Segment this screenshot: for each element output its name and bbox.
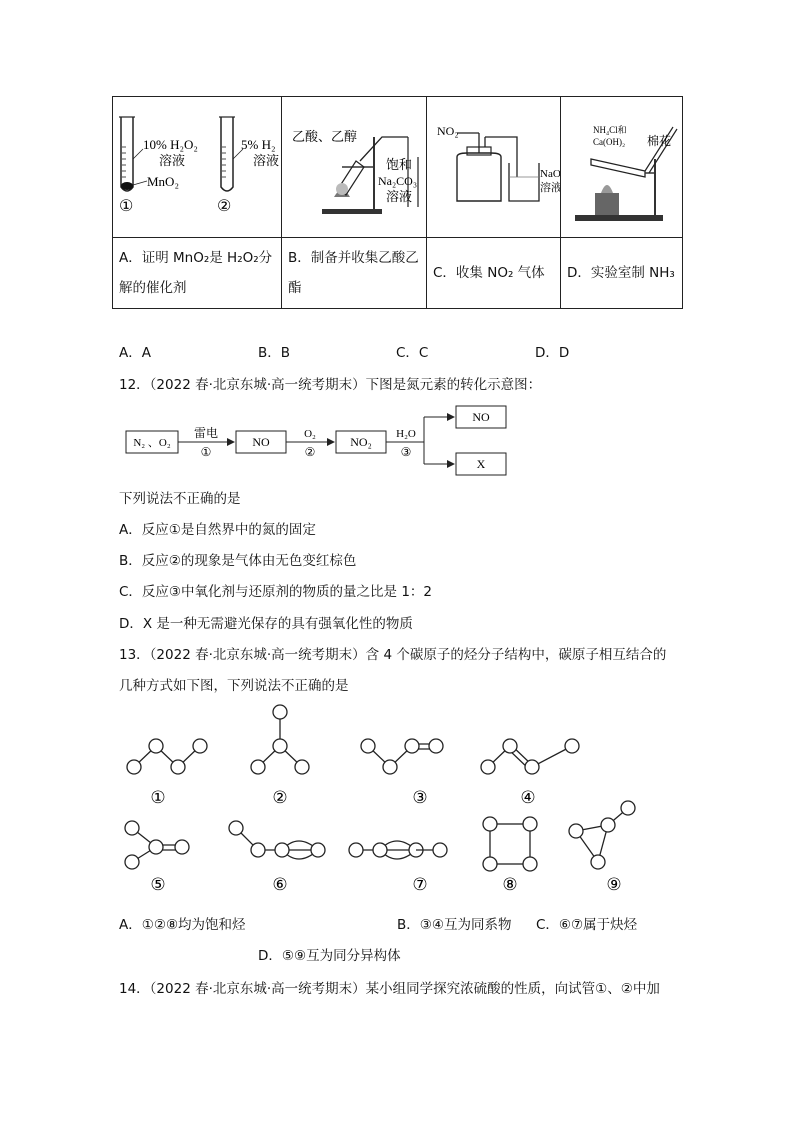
label-structure-1: ① — [150, 788, 166, 807]
structure-7 — [349, 841, 447, 859]
label-saturated: 饱和 — [386, 157, 413, 172]
q12-option-b[interactable]: B．反应②的现象是气体由无色变红棕色 — [119, 553, 357, 569]
test-tubes-diagram — [113, 97, 281, 233]
structure-1 — [127, 739, 207, 774]
structure-5 — [125, 821, 189, 869]
label-solution-c: 溶液 — [540, 182, 560, 194]
label-solution: 溶液 — [159, 153, 186, 168]
q11-choice-d[interactable]: D．D — [535, 345, 570, 361]
structure-9 — [569, 801, 635, 869]
q12-option-a[interactable]: A．反应①是自然界中的氮的固定 — [119, 522, 316, 538]
q11-image-d — [561, 97, 683, 238]
q12-option-d[interactable]: D．X 是一种无需避光保存的具有强氧化性的物质 — [119, 616, 413, 632]
nh3-apparatus-diagram — [561, 97, 682, 233]
arrow2-bottom: ② — [304, 445, 316, 459]
q12-stem: 12．（2022 春·北京东城·高一统考期末）下图是氮元素的转化示意图： — [119, 377, 542, 393]
label-tube-2: ② — [217, 198, 232, 215]
label-mno2: MnO₂ — [147, 174, 179, 189]
q11-caption-c: C．收集 NO₂ 气体 — [427, 238, 561, 309]
gas-collection-diagram — [427, 97, 560, 233]
q13-option-c[interactable]: C．⑥⑦属于炔烃 — [536, 917, 638, 933]
arrow1-bottom: ① — [200, 445, 212, 459]
box-n2-o2: N₂ 、O₂ — [133, 437, 171, 449]
structure-3 — [361, 739, 443, 774]
box-no-product: NO — [472, 410, 490, 424]
label-structure-9: ⑨ — [606, 875, 622, 894]
nitrogen-flow-diagram — [120, 400, 520, 484]
q12-prompt: 下列说法不正确的是 — [119, 491, 241, 507]
label-h2o2-10: 10% H₂O₂ — [143, 137, 198, 152]
q11-choice-c[interactable]: C．C — [396, 345, 429, 361]
label-structure-2: ② — [272, 788, 288, 807]
label-structure-4: ④ — [520, 788, 536, 807]
q13-option-b[interactable]: B．③④互为同系物 — [397, 917, 512, 933]
q11-choice-b[interactable]: B．B — [258, 345, 291, 361]
arrow3-top: H₂O — [396, 428, 416, 440]
label-na2co3: Na₂CO₃ — [378, 174, 418, 188]
label-tube-1: ① — [119, 198, 134, 215]
label-solution-b: 溶液 — [386, 189, 413, 204]
label-structure-3: ③ — [412, 788, 428, 807]
box-x: X — [476, 457, 486, 471]
label-no2-c: NO₂ — [437, 124, 459, 138]
q13-option-a[interactable]: A．①②⑧均为饱和烃 — [119, 917, 246, 933]
label-acid-alcohol: 乙酸、乙醇 — [292, 129, 358, 144]
structure-8 — [483, 817, 537, 871]
box-no: NO — [252, 435, 270, 449]
q13-stem-line2: 几种方式如下图，下列说法不正确的是 — [119, 678, 349, 694]
label-nh4cl: NH₄Cl和 — [593, 125, 627, 135]
label-naoh: NaO — [540, 168, 560, 180]
label-structure-6: ⑥ — [272, 875, 288, 894]
q11-choice-a[interactable]: A．A — [119, 345, 151, 361]
arrow1-top: 雷电 — [193, 426, 219, 440]
label-h2o2-5: 5% H₂ — [241, 137, 276, 152]
q11-table — [112, 96, 683, 309]
q12-option-c[interactable]: C．反应③中氧化剂与还原剂的物质的量之比是 1：2 — [119, 584, 432, 600]
q11-caption-d: D．实验室制 NH₃ — [561, 238, 683, 309]
q11-caption-b: B．制备并收集乙酸乙酯 — [282, 238, 427, 309]
q13-option-d[interactable]: D．⑤⑨互为同分异构体 — [258, 948, 401, 964]
arrow3-bottom: ③ — [400, 445, 412, 459]
label-structure-8: ⑧ — [502, 875, 518, 894]
q11-image-c — [427, 97, 561, 238]
arrow2-top: O₂ — [304, 428, 316, 440]
q14-stem: 14．（2022 春·北京东城·高一统考期末）某小组同学探究浓硫酸的性质，向试管①、②中加 — [119, 981, 660, 997]
label-solution-2: 溶液 — [253, 153, 280, 168]
q11-image-a — [113, 97, 282, 238]
label-caoh2: Ca(OH)₂ — [593, 137, 626, 147]
box-no2: NO₂ — [350, 435, 372, 449]
structure-6 — [229, 821, 325, 859]
q13-stem-line1: 13．（2022 春·北京东城·高一统考期末）含 4 个碳原子的烃分子结构中，碳原子相互结合的 — [119, 647, 667, 663]
carbon-skeletons-diagram — [110, 700, 670, 900]
ester-apparatus-diagram — [282, 97, 426, 233]
label-cotton: 棉花 — [647, 134, 672, 148]
q11-image-b — [282, 97, 427, 238]
label-structure-5: ⑤ — [150, 875, 166, 894]
structure-2 — [251, 705, 309, 774]
label-structure-7: ⑦ — [412, 875, 428, 894]
q11-caption-a: A．证明 MnO₂是 H₂O₂分解的催化剂 — [113, 238, 282, 309]
structure-4 — [481, 739, 579, 774]
